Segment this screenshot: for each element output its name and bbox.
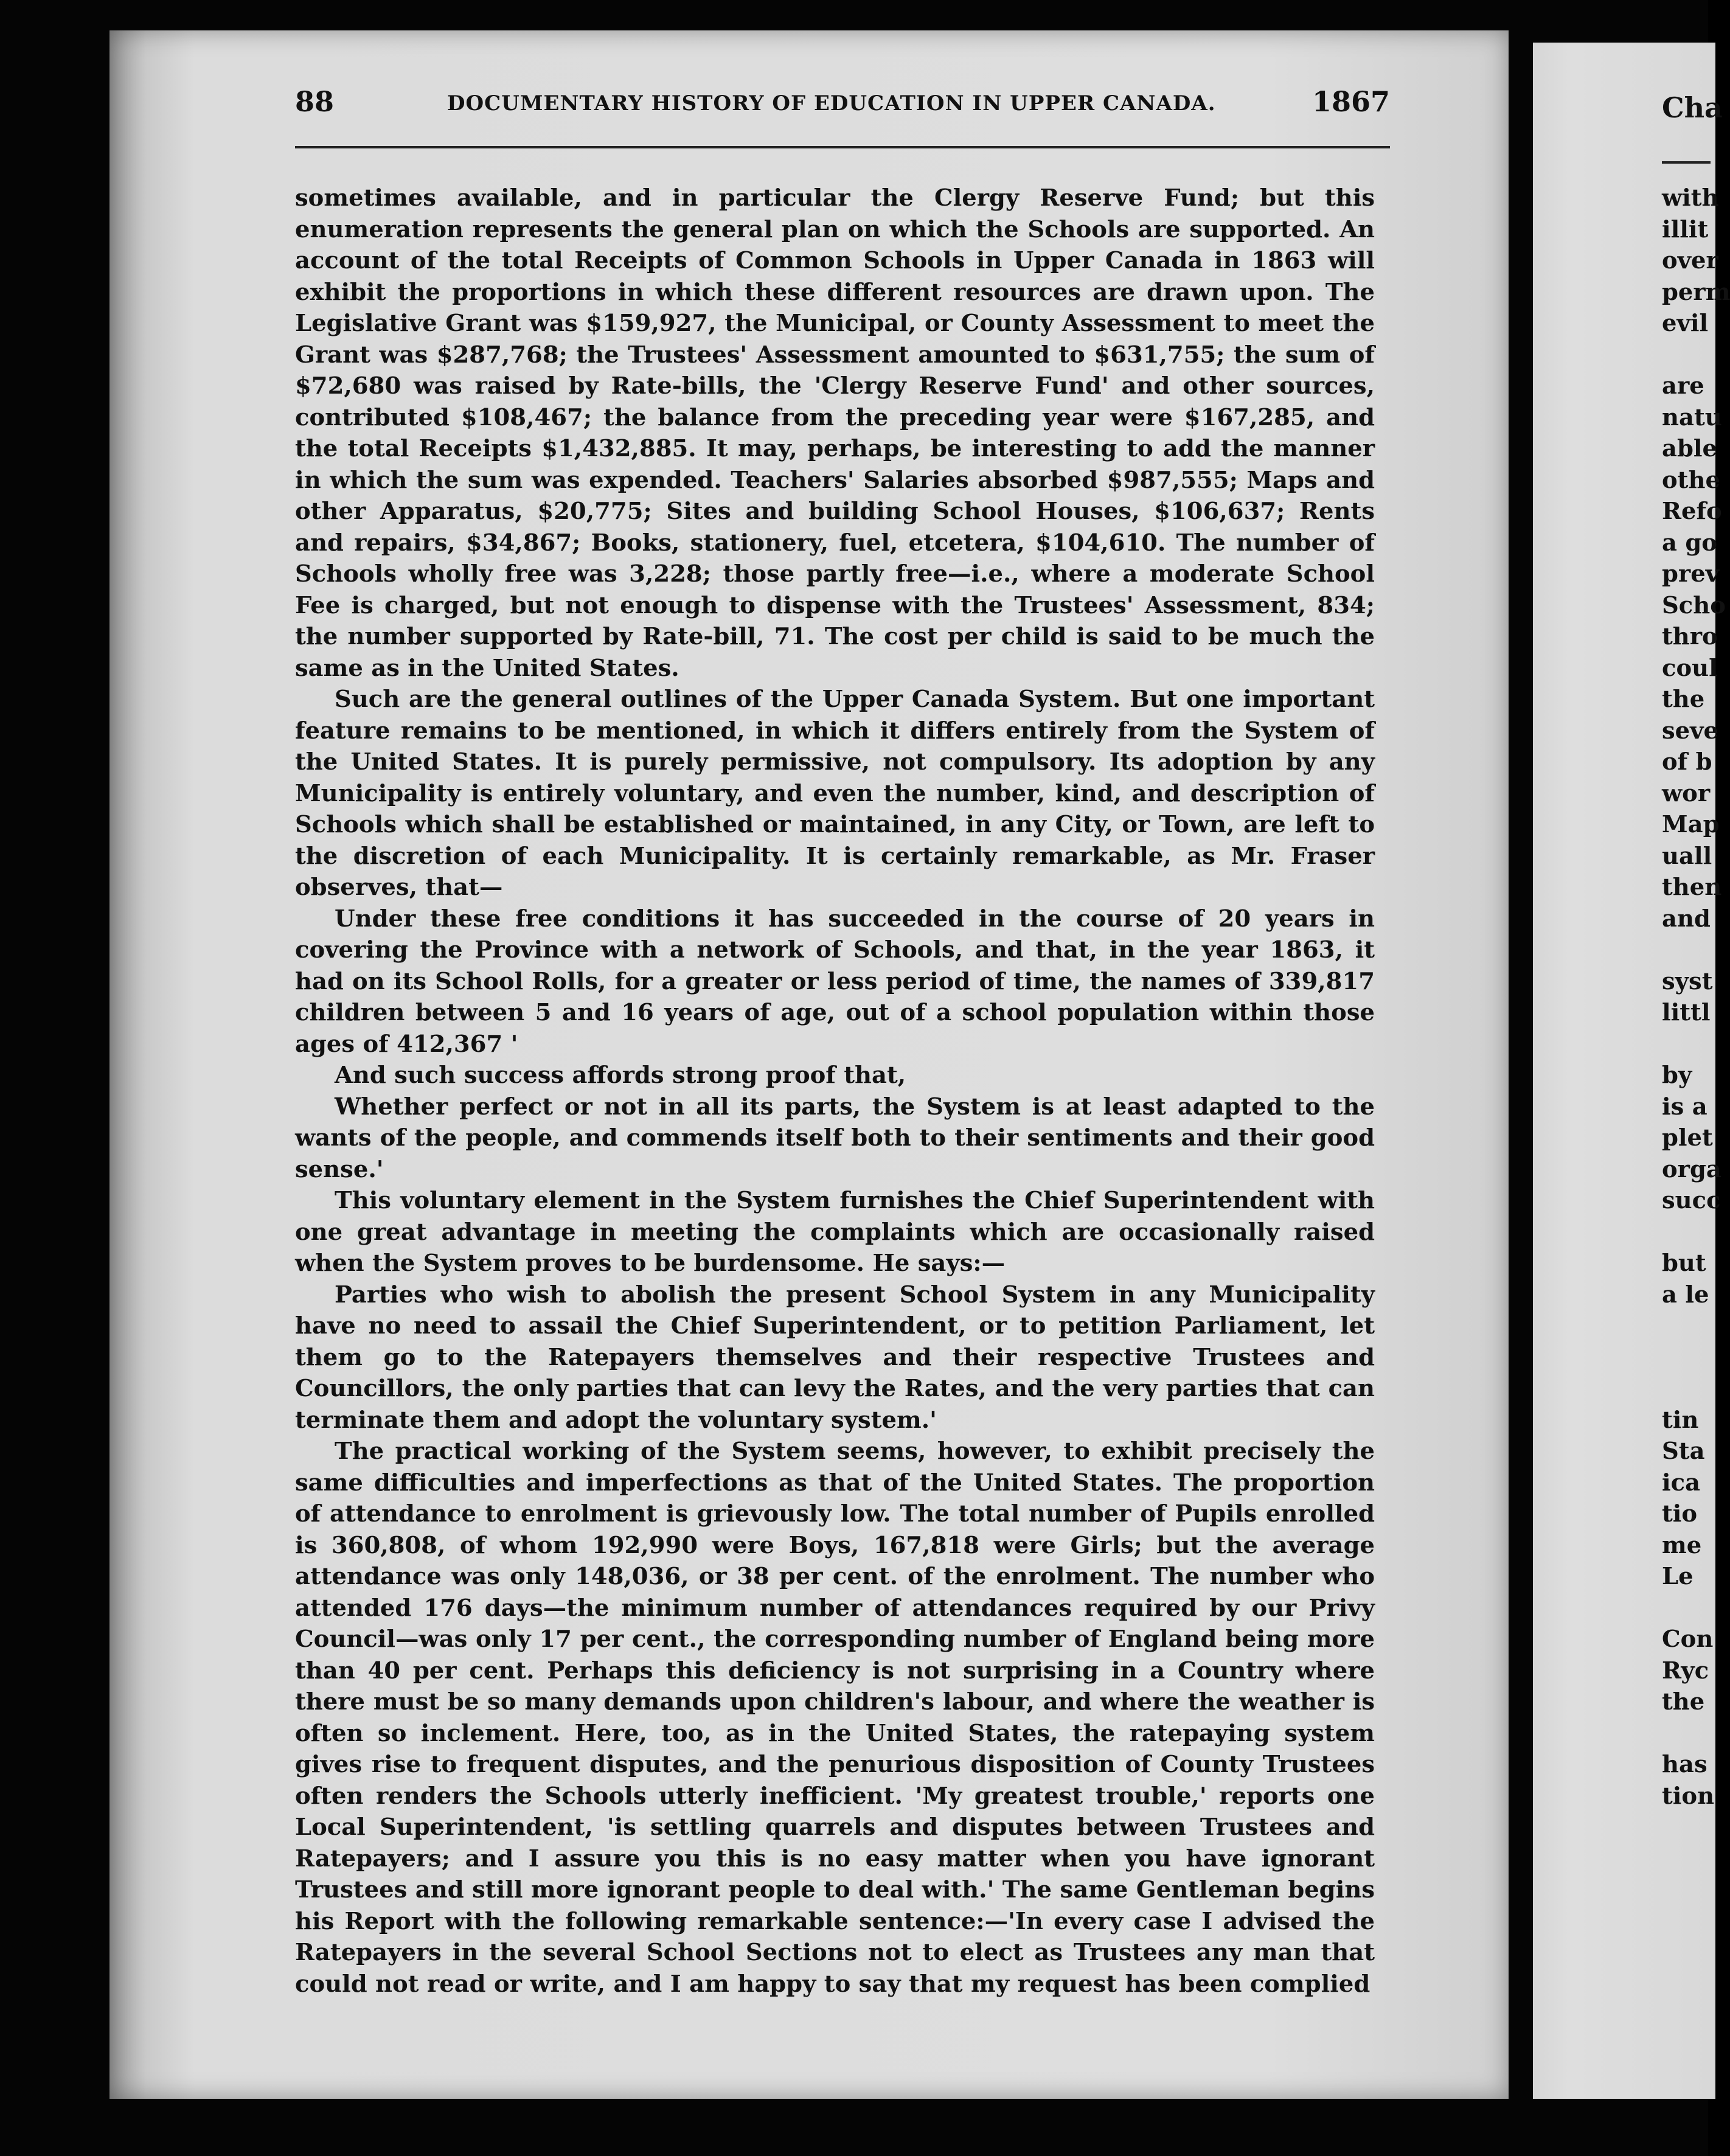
facing-page-line: has (1662, 1751, 1707, 1778)
facing-page-line: but (1662, 1250, 1706, 1277)
paragraph: The practical working of the System seems, however, to exhibit precisely the same difficulties and imperfections as that of the United States. The proportion of attendance to enrolment is grievously low. The total number of Pupils enrolled is 360,808, of whom 192,990 were Boys, 167,818 were Girls; but the average attendance was only 148,036, or 38 per cent. of the enrolment. The number who attended 176 days—the minimum number of attendances required by our Privy Council—was only 17 per cent., the corresponding number of England being more than 40 per cent. Perhaps this deficiency is not surprising in a Country where there must be so many demands upon children's labour, and where the weather is often so inclement. Here, too, as in the United States, the ratepaying system gives rise to frequent disputes, and the penurious disposition of County Trustees often renders the Schools utterly inefficient. 'My greatest trouble,' reports one Local Superintendent, 'is settling quarrels and disputes between Trustees and Ratepayers; and I assure you this is no easy matter when you have ignorant Trustees and still more ignorant people to deal with.' The same Gentleman begins his Report with the following remarkable sentence:—'In every case I advised the Ratepayers in the several School Sections not to elect as Trustees any man that could not read or write, and I am happy to say that my request has been complied (295, 1438, 1375, 1998)
facing-page-line: illit (1662, 215, 1709, 243)
facing-page-line: evil (1662, 310, 1709, 337)
facing-page-line: tio (1662, 1500, 1698, 1528)
facing-page-line: Con (1662, 1626, 1714, 1653)
running-title: DOCUMENTARY HISTORY OF EDUCATION IN UPPER CANADA. (447, 91, 1216, 116)
facing-page-line: and (1662, 905, 1711, 933)
facing-page-line: with (1662, 184, 1719, 212)
facing-page-line: Ryc (1662, 1657, 1709, 1685)
facing-page-line: littl (1662, 999, 1711, 1026)
facing-page-line: tin (1662, 1406, 1699, 1434)
facing-page-line: tion (1662, 1782, 1715, 1810)
facing-page-line (1662, 1217, 1711, 1248)
paragraph: Whether perfect or not in all its parts, the System is at least adapted to the wants of the people, and commends itself both to their sentiments and their good sense.' (295, 1093, 1375, 1183)
facing-page-line: me (1662, 1531, 1702, 1559)
page-number: 88 (295, 85, 335, 118)
facing-page-line: natu (1662, 403, 1722, 431)
facing-page-line (1662, 1029, 1711, 1060)
facing-page-line: Scho (1662, 591, 1726, 619)
facing-page-line: are (1662, 372, 1704, 400)
facing-page-line: of b (1662, 748, 1712, 776)
paragraph: Under these free conditions it has succeeded in the course of 20 years in covering the Province with a network of Schools, and that, in the year 1863, it had on its School Rolls, for a greater or less period of time, the names of 339,817 children between 5 and 16 years of age, out of a school population within those ages of 412,367 ' (295, 905, 1375, 1058)
facing-page-line: ica (1662, 1469, 1701, 1497)
facing-page-line: thro (1662, 623, 1718, 650)
facing-page-line: by (1662, 1062, 1692, 1089)
body-text (295, 183, 1375, 2000)
facing-page-line: plet (1662, 1124, 1713, 1152)
facing-page-line: uall (1662, 842, 1712, 870)
facing-page-line: prev (1662, 560, 1720, 588)
running-year: 1867 (1311, 85, 1390, 118)
facing-page-rule (1662, 161, 1711, 164)
facing-page-line: seve (1662, 717, 1719, 745)
running-head (295, 85, 1390, 134)
facing-page-line (1662, 1342, 1711, 1374)
facing-page-text (1662, 183, 1730, 1812)
facing-page-line (1662, 339, 1711, 371)
facing-page-line: Le (1662, 1563, 1694, 1590)
facing-page-line: then (1662, 874, 1722, 901)
facing-page-line (1662, 1718, 1711, 1750)
facing-page-line: syst (1662, 967, 1713, 995)
facing-page-line: a go (1662, 529, 1717, 557)
facing-page-line: Sta (1662, 1438, 1705, 1465)
facing-page-line: Refo (1662, 498, 1722, 525)
facing-page-head: Cha (1662, 91, 1723, 124)
facing-page-line: othe (1662, 466, 1720, 494)
paragraph: Such are the general outlines of the Upper Canada System. But one important feature remains to be mentioned, in which it differs entirely from the System of the United States. It is purely permissive, not compulsory. Its adoption by any Municipality is entirely voluntary, and even the number, kind, and description of Schools which shall be established or maintained, in any City, or Town, are left to the discretion of each Municipality. It is certainly remarkable, as Mr. Fraser observes, that— (295, 686, 1375, 901)
facing-page-line (1662, 1373, 1711, 1405)
facing-page-line: the (1662, 686, 1705, 713)
facing-page-line: coul (1662, 654, 1718, 682)
facing-page-line: able (1662, 435, 1717, 462)
facing-page-line: Map (1662, 811, 1720, 838)
facing-page-line: a le (1662, 1281, 1709, 1309)
paragraph: Parties who wish to abolish the present School System in any Municipality have no need to assail the Chief Superintendent, or to petition Parliament, let them go to the Ratepayers themselves and their respective Trustees and Councillors, the only parties that can levy the Rates, and the very parties that can terminate them and adopt the voluntary system.' (295, 1281, 1375, 1434)
facing-page-line (1662, 1310, 1711, 1342)
paragraph: This voluntary element in the System furnishes the Chief Superintendent with one great advantage in meeting the complaints which are occasionally raised when the System proves to be burdensome. He says:— (295, 1187, 1375, 1277)
facing-page-line (1662, 934, 1711, 966)
facing-page-line: perm (1662, 278, 1730, 306)
facing-page-line: succ (1662, 1187, 1721, 1214)
facing-page-line: over (1662, 247, 1718, 274)
paragraph: And such success affords strong proof that, (335, 1062, 906, 1089)
facing-page-line: is a (1662, 1093, 1707, 1121)
header-rule (295, 146, 1390, 148)
facing-page-line: wor (1662, 779, 1711, 807)
paragraph: sometimes available, and in particular the Clergy Reserve Fund; but this enumeration represents the general plan on which the Schools are supported. An account of the total Receipts of Common Schools in Upper Canada in 1863 will exhibit the proportions in which these different resources are drawn upon. The Legislative Grant was $159,927, the Municipal, or County Assessment to meet the Grant was $287,768; the Trustees' Assessment amounted to $631,755; the sum of $72,680 was raised by Rate-bills, the 'Clergy Reserve Fund' and other sources, contributed $108,467; the balance from the preceding year were $167,285, and the total Receipts $1,432,885. It may, perhaps, be interesting to add the manner in which the sum was expended. Teachers' Salaries absorbed $987,555; Maps and other Apparatus, $20,775; Sites and building School Houses, $106,637; Rents and repairs, $34,867; Books, stationery, fuel, etcetera, $104,610. The number of Schools wholly free was 3,228; those partly free—i.e., where a moderate School Fee is charged, but not enough to dispense with the Trustees' Assessment, 834; the number supported by Rate-bill, 71. The cost per child is said to be much the same as in the United States. (295, 184, 1375, 682)
facing-page-line: orga (1662, 1155, 1721, 1183)
facing-page-line: the (1662, 1688, 1705, 1716)
facing-page-line (1662, 1593, 1711, 1624)
